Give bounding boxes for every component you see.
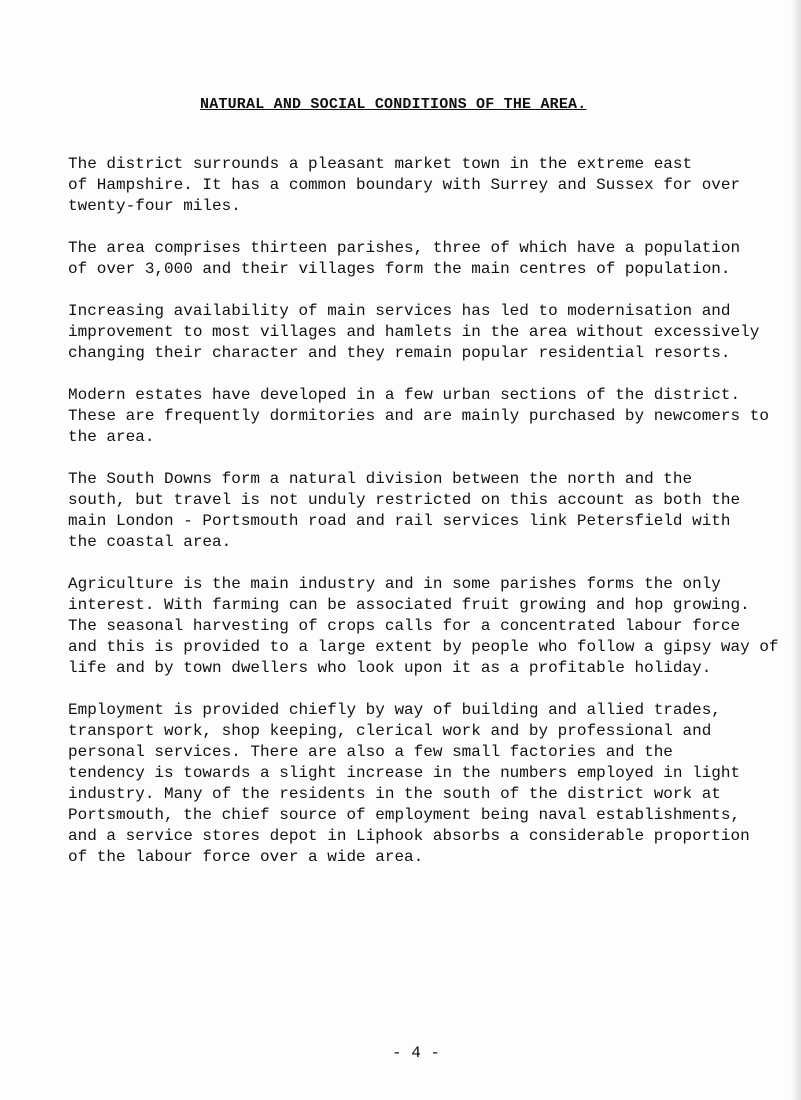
paragraph-services: Increasing availability of main services has led to modernisation and improvement to most villages and hamlets in the area without excessively changing their character and they remain popular residential resorts. [68,302,760,362]
page-title: NATURAL AND SOCIAL CONDITIONS OF THE AREA. [200,96,587,113]
body-text [68,154,788,889]
page-edge-shadow [791,0,801,1100]
paragraph-south-downs: The South Downs form a natural division between the north and the south, but travel is not unduly restricted on this account as both the main London - Portsmouth road and rail services link Petersfield with the coastal area. [68,470,741,551]
paragraph-district: The district surrounds a pleasant market town in the extreme east of Hampshire. It has a common boundary with Surrey and Sussex for over twenty-four miles. [68,155,741,215]
paragraph-estates: Modern estates have developed in a few urban sections of the district. These are frequently dormitories and are mainly purchased by newcomers to the area. [68,386,769,446]
paragraph-employment: Employment is provided chiefly by way of building and allied trades, transport work, shop keeping, clerical work and by professional and personal services. There are also a few small factories and the tendency is towards a slight increase in the numbers employed in light industry. Many of the residents in the south of the district work at Portsmouth, the chief source of employment being naval establishments, and a service stores depot in Liphook absorbs a considerable proportion of the labour force over a wide area. [68,701,750,866]
paragraph-parishes: The area comprises thirteen parishes, three of which have a population of over 3,000 and their villages form the main centres of population. [68,239,741,278]
paragraph-agriculture: Agriculture is the main industry and in some parishes forms the only interest. With farming can be associated fruit growing and hop growing. The seasonal harvesting of crops calls for a concentrated labour force and this is provided to a large extent by people who follow a gipsy way of life and by town dwellers who look upon it as a profitable holiday. [68,575,779,677]
page-number: - 4 - [392,1044,441,1062]
